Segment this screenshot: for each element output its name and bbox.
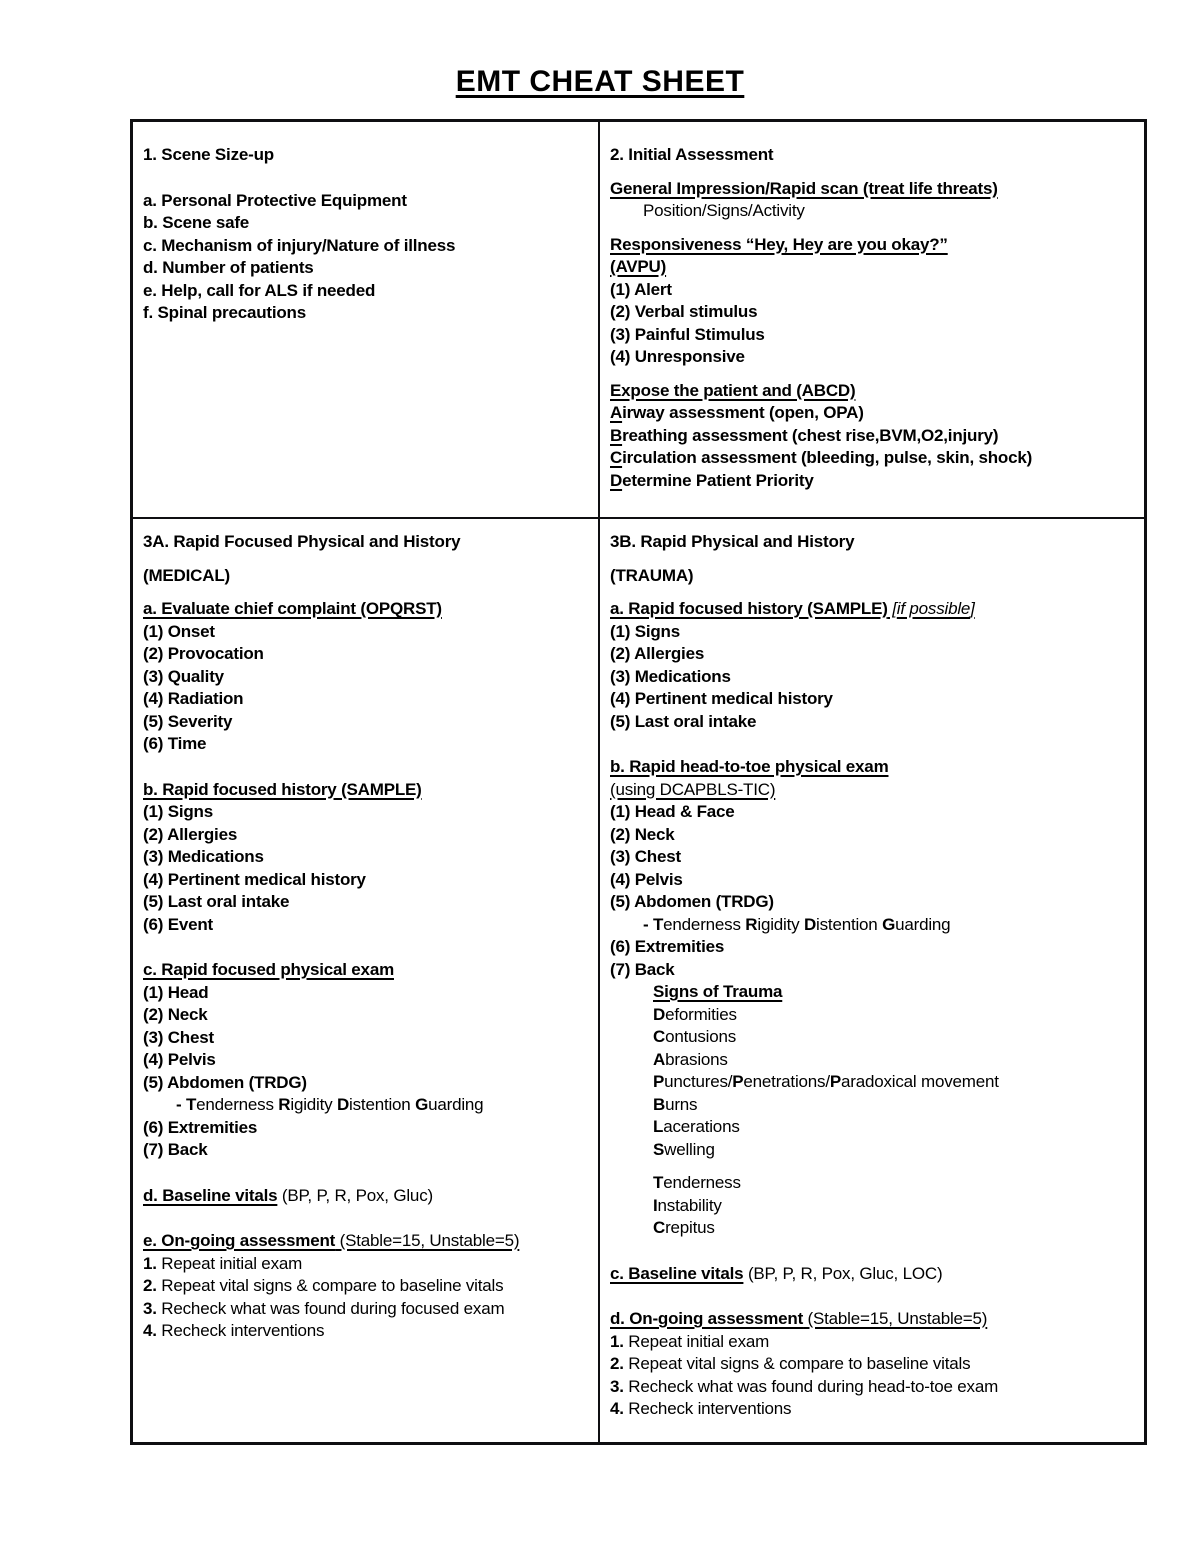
text-line: (3) Quality [143, 666, 224, 686]
text-line: (TRAUMA) [610, 565, 694, 585]
text-line: 2. Repeat vital signs & compare to baseline vitals [143, 1276, 504, 1295]
text-line: (5) Abdomen (TRDG) [610, 892, 774, 911]
text-line: f. Spinal precautions [143, 303, 306, 322]
text-line: (3) Chest [143, 1027, 214, 1047]
text-line: - Tenderness Rigidity Distention Guarding [643, 914, 951, 934]
text-line: - Tenderness Rigidity Distention Guarding [176, 1095, 484, 1114]
text-line: Expose the patient and (ABCD) [610, 380, 856, 400]
text-line: Signs of Trauma [653, 982, 783, 1001]
text-line: (2) Provocation [143, 644, 264, 663]
text-line: b. Rapid head-to-toe physical exam [610, 757, 889, 776]
text-line: c. Baseline vitals (BP, P, R, Pox, Gluc, LOC) [610, 1263, 943, 1283]
text-line: (MEDICAL) [143, 565, 230, 585]
text-line: Circulation assessment (bleeding, pulse, skin, shock) [610, 448, 1033, 467]
text-line: (1) Onset [143, 621, 215, 641]
text-line: 3. Recheck what was found during focused exam [143, 1298, 505, 1318]
page-title: EMT CHEAT SHEET [455, 65, 745, 98]
text-line: e. On-going assessment (Stable=15, Unstable=5) [143, 1231, 520, 1250]
text-line: b. Scene safe [143, 213, 250, 232]
text-line: Abrasions [653, 1049, 728, 1069]
text-line: (3) Chest [610, 847, 681, 866]
text-line: (7) Back [610, 959, 675, 979]
text-line: Breathing assessment (chest rise,BVM,O2,injury) [610, 425, 999, 445]
text-line: 4. Recheck interventions [610, 1399, 792, 1418]
text-line: c. Mechanism of injury/Nature of illness [143, 235, 456, 255]
text-line: (using DCAPBLS-TIC) [610, 779, 776, 799]
text-line: 1. Repeat initial exam [610, 1331, 770, 1351]
text-line: Burns [653, 1094, 698, 1114]
text-line: (3) Painful Stimulus [610, 324, 765, 344]
text-line: (4) Pertinent medical history [143, 869, 366, 889]
text-line: (6) Time [143, 734, 207, 753]
text-line: (1) Head [143, 982, 209, 1002]
text-line: (3) Medications [143, 847, 264, 866]
text-line: (1) Signs [143, 802, 213, 821]
text-line: 4. Recheck interventions [143, 1321, 325, 1340]
text-line: (2) Neck [610, 824, 675, 844]
text-line: (7) Back [143, 1140, 208, 1159]
text-line: a. Rapid focused history (SAMPLE) [if possible] [610, 599, 975, 618]
text-line: 3. Recheck what was found during head-to-toe exam [610, 1376, 999, 1396]
text-line: c. Rapid focused physical exam [143, 960, 394, 979]
text-line: Instability [653, 1195, 722, 1215]
text-line: Responsiveness “Hey, Hey are you okay?” [610, 234, 948, 254]
text-line: 2. Initial Assessment [610, 145, 774, 164]
text-line: Position/Signs/Activity [643, 201, 805, 220]
text-line: (6) Extremities [143, 1117, 258, 1137]
text-line: b. Rapid focused history (SAMPLE) [143, 779, 422, 799]
text-line: Punctures/Penetrations/Paradoxical movement [653, 1072, 999, 1091]
text-line: (4) Pelvis [610, 869, 683, 889]
text-line: Airway assessment (open, OPA) [610, 403, 864, 422]
text-line: (6) Event [143, 914, 213, 934]
text-line: 1. Scene Size-up [143, 145, 274, 164]
text-line: Tenderness [653, 1173, 741, 1192]
text-line: d. Number of patients [143, 258, 314, 277]
cell-rapid-focused-medical [133, 519, 600, 1442]
text-line: Swelling [653, 1139, 715, 1159]
text-line: (5) Abdomen (TRDG) [143, 1072, 307, 1092]
text-line: (5) Last oral intake [143, 892, 290, 911]
text-line: (4) Pertinent medical history [610, 689, 833, 708]
text-line: (3) Medications [610, 666, 731, 686]
text-line: (4) Unresponsive [610, 347, 745, 366]
cell-rapid-trauma [600, 519, 1144, 1442]
text-line: Deformities [653, 1004, 737, 1024]
text-line: (4) Radiation [143, 689, 244, 708]
text-line: Lacerations [653, 1117, 740, 1136]
text-line: (6) Extremities [610, 937, 725, 956]
cell-initial-assessment [600, 122, 1144, 519]
text-line: (2) Allergies [143, 824, 238, 844]
cheat-sheet-table [130, 119, 1147, 1445]
text-line: (1) Alert [610, 279, 672, 299]
text-line: (2) Verbal stimulus [610, 302, 758, 321]
text-line: 2. Repeat vital signs & compare to baseline vitals [610, 1354, 971, 1373]
text-line: (2) Neck [143, 1005, 208, 1024]
text-line: (5) Last oral intake [610, 711, 757, 731]
text-line: General Impression/Rapid scan (treat life threats) [610, 178, 998, 198]
text-line: d. Baseline vitals (BP, P, R, Pox, Gluc) [143, 1185, 433, 1205]
text-line: 1. Repeat initial exam [143, 1253, 303, 1273]
text-line: (AVPU) [610, 257, 667, 276]
text-line: (1) Head & Face [610, 802, 735, 821]
text-line: Determine Patient Priority [610, 470, 814, 490]
text-line: Crepitus [653, 1218, 715, 1237]
text-line: d. On-going assessment (Stable=15, Unstable=5) [610, 1309, 988, 1328]
text-line: 3B. Rapid Physical and History [610, 532, 855, 551]
text-line: (4) Pelvis [143, 1050, 216, 1069]
text-line: Contusions [653, 1027, 737, 1046]
cell-scene-size-up [133, 122, 600, 519]
text-line: a. Personal Protective Equipment [143, 190, 407, 210]
text-line: 3A. Rapid Focused Physical and History [143, 532, 461, 551]
text-line: (5) Severity [143, 711, 233, 731]
text-line: a. Evaluate chief complaint (OPQRST) [143, 599, 442, 618]
text-line: e. Help, call for ALS if needed [143, 280, 376, 300]
text-line: (1) Signs [610, 621, 680, 641]
text-line: (2) Allergies [610, 644, 705, 663]
